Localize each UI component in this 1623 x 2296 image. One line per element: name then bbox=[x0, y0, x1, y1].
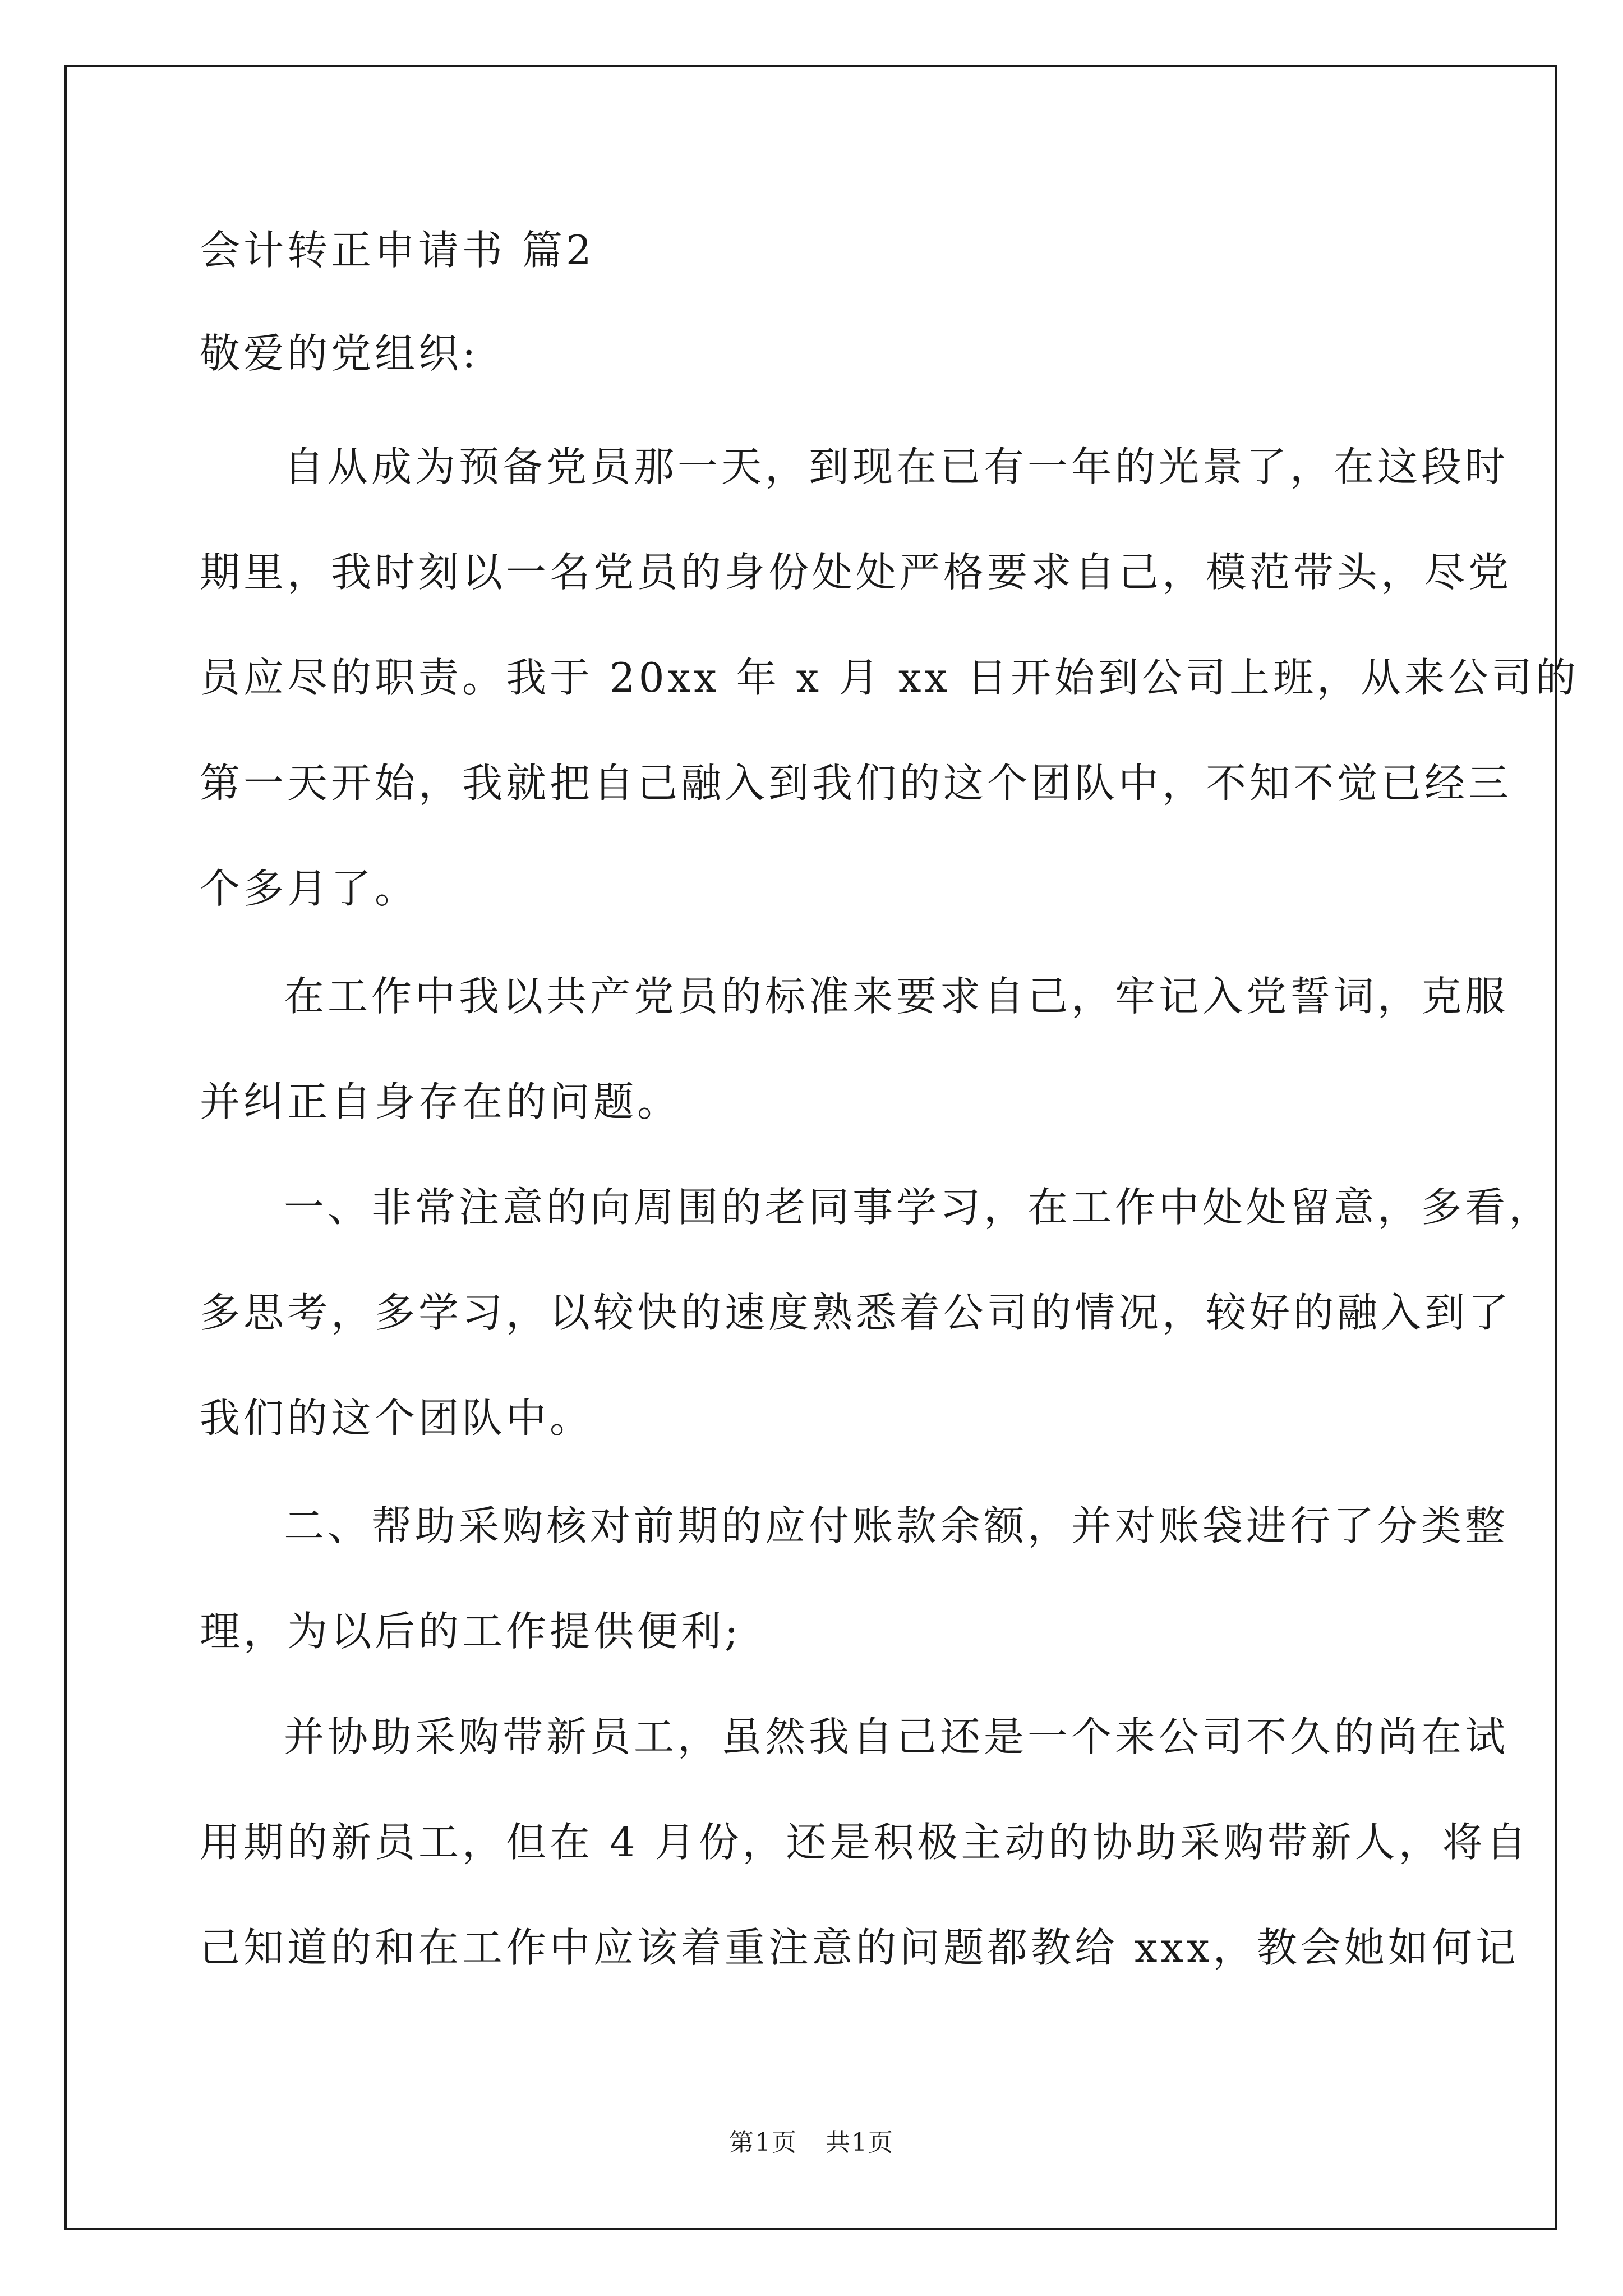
paragraph-line: 第一天开始，我就把自己融入到我们的这个团队中，不知不觉已经三 bbox=[200, 760, 1513, 807]
paragraph-line: 理，为以后的工作提供便利; bbox=[200, 1608, 742, 1655]
paragraph-line: 在工作中我以共产党员的标准来要求自己，牢记入党誓词，克服 bbox=[284, 973, 1509, 1020]
paragraph-line: 并纠正自身存在的问题。 bbox=[200, 1078, 681, 1125]
page-number-total: 共1页 bbox=[826, 2128, 894, 2157]
paragraph-line: 员应尽的职责。我于 20xx 年 x 月 xx 日开始到公司上班，从来公司的 bbox=[200, 654, 1579, 701]
greeting: 敬爱的党组织: bbox=[200, 330, 479, 377]
paragraph-line: 用期的新员工，但在 4 月份，还是积极主动的协助采购带新人，将自 bbox=[200, 1819, 1530, 1866]
page-number-current: 第1页 bbox=[729, 2128, 797, 2157]
paragraph-line: 期里，我时刻以一名党员的身份处处严格要求自己，模范带头，尽党 bbox=[200, 549, 1513, 596]
paragraph-line: 自从成为预备党员那一天，到现在已有一年的光景了，在这段时 bbox=[284, 443, 1509, 490]
page-border bbox=[64, 65, 1557, 2230]
paragraph-line: 我们的这个团队中。 bbox=[200, 1395, 594, 1442]
document-title: 会计转正申请书 篇2 bbox=[200, 227, 595, 274]
paragraph-line: 并协助采购带新员工，虽然我自己还是一个来公司不久的尚在试 bbox=[284, 1713, 1509, 1760]
page-footer bbox=[0, 2126, 1623, 2160]
paragraph-line: 己知道的和在工作中应该着重注意的问题都教给 xxx，教会她如何记 bbox=[200, 1924, 1519, 1971]
paragraph-line: 二、帮助采购核对前期的应付账款余额，并对账袋进行了分类整 bbox=[284, 1502, 1509, 1549]
paragraph-line: 多思考，多学习，以较快的速度熟悉着公司的情况，较好的融入到了 bbox=[200, 1289, 1513, 1336]
paragraph-line: 一、非常注意的向周围的老同事学习，在工作中处处留意，多看， bbox=[284, 1184, 1553, 1231]
paragraph-line: 个多月了。 bbox=[200, 865, 419, 912]
